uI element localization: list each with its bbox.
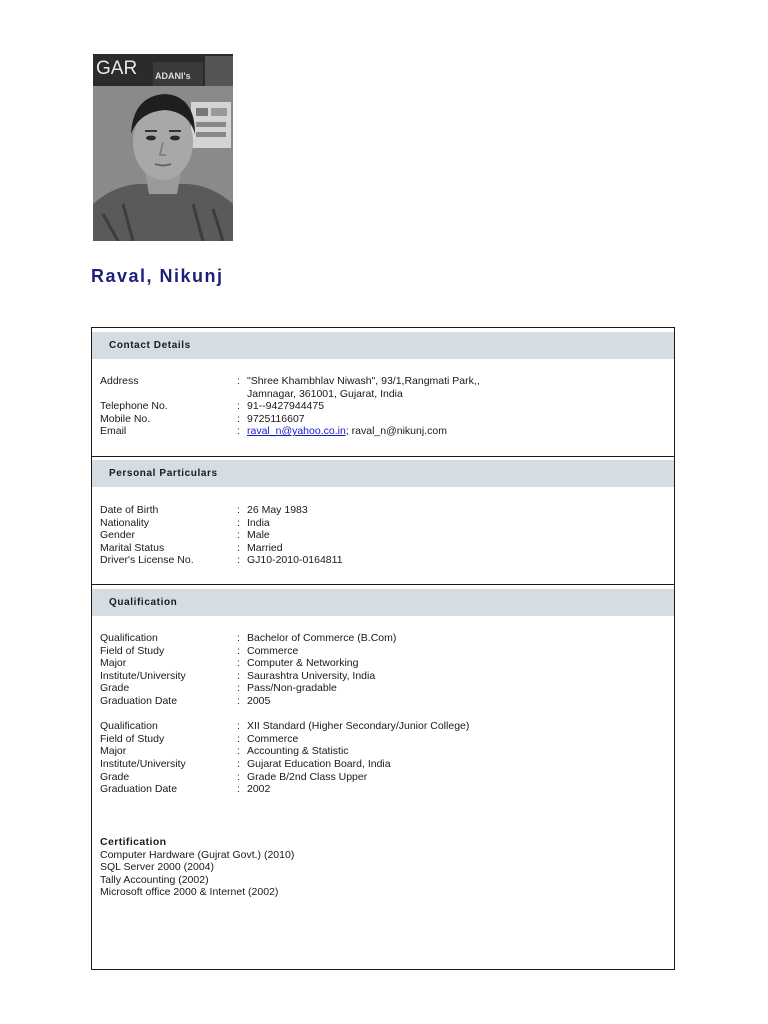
colon: : xyxy=(237,504,240,516)
mobile-label: Mobile No. xyxy=(100,412,151,425)
qualification-row xyxy=(100,758,666,771)
qualification-row xyxy=(100,632,666,645)
personal-value: Male xyxy=(247,529,270,542)
candidate-name: Raval, Nikunj xyxy=(91,266,224,286)
qualification-row xyxy=(100,695,666,708)
contact-details-rows xyxy=(100,375,666,438)
colon: : xyxy=(237,529,240,542)
telephone-value: 91--9427944475 xyxy=(247,400,325,413)
colon: : xyxy=(237,694,240,707)
colon: : xyxy=(237,783,240,796)
address-line-1: "Shree Khambhlav Niwash", 93/1,Rangmati Park,, xyxy=(247,375,480,387)
colon: : xyxy=(237,682,240,695)
qualification-value: Commerce xyxy=(247,732,299,745)
certification-block xyxy=(100,836,666,899)
personal-label: Nationality xyxy=(100,516,150,529)
certification-item: Tally Accounting (2002) xyxy=(100,873,209,886)
qualification-row xyxy=(100,771,666,784)
colon: : xyxy=(237,554,240,567)
qualification-row xyxy=(100,733,666,746)
colon: : xyxy=(237,745,240,758)
email-secondary: raval_n@nikunj.com xyxy=(351,425,447,438)
colon: : xyxy=(237,757,240,770)
colon: : xyxy=(237,669,240,682)
photo-banner-text: ADANI's xyxy=(155,71,191,81)
qualification-label: Qualification xyxy=(100,720,158,733)
profile-photo-image xyxy=(93,54,233,241)
email-value xyxy=(247,425,666,438)
certification-item: Microsoft office 2000 & Internet (2002) xyxy=(100,886,279,899)
address-row-2 xyxy=(100,388,666,401)
qualification-label: Institute/University xyxy=(100,669,186,682)
contact-details-heading: Contact Details xyxy=(92,332,674,359)
section-divider xyxy=(92,584,674,585)
qualification-row xyxy=(100,670,666,683)
address-label: Address xyxy=(100,375,139,387)
certification-item: SQL Server 2000 (2004) xyxy=(100,861,215,874)
certification-item: Computer Hardware (Gujrat Govt.) (2010) xyxy=(100,848,295,861)
colon: : xyxy=(237,541,240,554)
colon: : xyxy=(237,400,240,413)
address-row xyxy=(100,375,666,388)
personal-row xyxy=(100,542,666,555)
qualification-value: Pass/Non-gradable xyxy=(247,682,337,695)
personal-value: Married xyxy=(247,541,283,554)
qualification-row xyxy=(100,682,666,695)
certification-heading: Certification xyxy=(100,836,167,848)
qualification-label: Major xyxy=(100,745,127,758)
telephone-label: Telephone No. xyxy=(100,400,168,413)
qualification-row xyxy=(100,745,666,758)
qualification-label: Qualification xyxy=(100,632,158,644)
qualification-value: Computer & Networking xyxy=(247,657,359,670)
colon: : xyxy=(237,644,240,657)
email-label: Email xyxy=(100,425,127,438)
personal-particulars-rows xyxy=(100,504,666,567)
qualification-label: Grade xyxy=(100,770,130,783)
address-line-2: Jamnagar, 361001, Gujarat, India xyxy=(247,387,403,400)
qualification-value: Gujarat Education Board, India xyxy=(247,757,391,770)
email-primary-link[interactable]: raval_n@yahoo.co.in xyxy=(247,425,346,438)
qualification-value: Grade B/2nd Class Upper xyxy=(247,770,368,783)
qualification-value: 2002 xyxy=(247,783,271,796)
qualification-value: 2005 xyxy=(247,694,271,707)
colon: : xyxy=(237,657,240,670)
colon: : xyxy=(237,632,240,644)
colon: : xyxy=(237,375,240,387)
qualification-label: Institute/University xyxy=(100,757,186,770)
colon: : xyxy=(237,412,240,425)
personal-row xyxy=(100,554,666,567)
telephone-row xyxy=(100,400,666,413)
email-separator: ; xyxy=(345,425,349,438)
mobile-row xyxy=(100,413,666,426)
qualification-label: Graduation Date xyxy=(100,694,178,707)
personal-label: Driver's License No. xyxy=(100,554,194,567)
qualification-row xyxy=(100,783,666,796)
personal-particulars-heading: Personal Particulars xyxy=(92,460,674,487)
qualification-value: Saurashtra University, India xyxy=(247,669,376,682)
section-divider xyxy=(92,456,674,457)
personal-value: India xyxy=(247,516,270,529)
colon: : xyxy=(237,720,240,733)
qualification-label: Graduation Date xyxy=(100,783,178,796)
colon: : xyxy=(237,732,240,745)
qualification-row xyxy=(100,657,666,670)
qualification-label: Field of Study xyxy=(100,732,165,745)
qualification-value: Commerce xyxy=(247,644,299,657)
email-row xyxy=(100,425,666,438)
qualification-row xyxy=(100,720,666,733)
colon: : xyxy=(237,516,240,529)
personal-row xyxy=(100,517,666,530)
resume-details-box xyxy=(91,327,675,970)
personal-row xyxy=(100,504,666,517)
mobile-value: 9725116607 xyxy=(247,412,305,425)
colon: : xyxy=(237,770,240,783)
personal-label: Marital Status xyxy=(100,541,165,554)
colon: : xyxy=(237,425,240,438)
qualification-rows xyxy=(100,632,666,796)
personal-row xyxy=(100,529,666,542)
qualification-value: Accounting & Statistic xyxy=(247,745,349,758)
qualification-heading: Qualification xyxy=(92,589,674,616)
qualification-label: Grade xyxy=(100,682,130,695)
qualification-label: Major xyxy=(100,657,127,670)
qualification-value: XII Standard (Higher Secondary/Junior College) xyxy=(247,720,470,733)
photo-sign-text: GAR xyxy=(96,58,138,79)
personal-value: 26 May 1983 xyxy=(247,504,308,516)
qualification-value: Bachelor of Commerce (B.Com) xyxy=(247,632,397,644)
profile-photo xyxy=(93,54,233,241)
personal-label: Date of Birth xyxy=(100,504,159,516)
personal-value: GJ10-2010-0164811 xyxy=(247,554,343,567)
personal-label: Gender xyxy=(100,529,136,542)
qualification-label: Field of Study xyxy=(100,644,165,657)
qualification-row xyxy=(100,645,666,658)
